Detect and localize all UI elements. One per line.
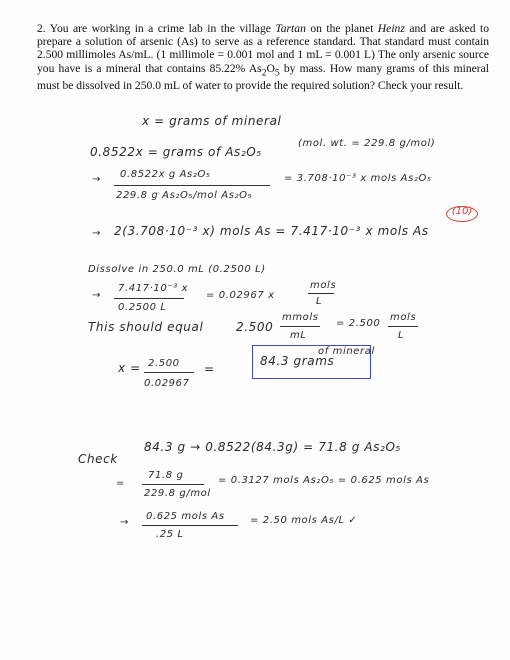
oxygen-symbol: O (266, 61, 275, 75)
concentration-result: = 0.02967 x (206, 290, 275, 301)
circled-mark-text: (10) (451, 206, 473, 217)
dissolve-line: Dissolve in 250.0 mL (0.2500 L) (88, 264, 266, 275)
target-value: 2.500 (236, 320, 274, 334)
arrow-3: → (92, 290, 101, 301)
check-label: Check (78, 452, 118, 466)
planet-name: Heinz (377, 22, 405, 35)
unit-mmols-top: mmols (282, 312, 319, 323)
arrow-4: → (120, 517, 129, 528)
arrow-1: → (92, 174, 101, 185)
x-equals: x = (118, 361, 141, 375)
final-concentration: = 2.50 mols As/L ✓ (250, 515, 358, 526)
concentration-numerator: 7.417·10⁻³ x (118, 283, 189, 294)
check-equals: = (116, 478, 125, 489)
fraction-bar-2 (114, 298, 184, 299)
moles-as-line: 2(3.708·10⁻³ x) mols As = 7.417·10⁻³ x mols As (114, 224, 429, 238)
unit-l-bottom-2: L (398, 330, 405, 341)
problem-text-4: by mass. How many grams of this mineral must be dissolved in 250.0 mL of water to provide the required solution? Check your result. (37, 61, 489, 93)
unit-ml-bottom: mL (290, 330, 307, 341)
fraction-bar-answer (144, 372, 194, 373)
answer-units: of mineral (318, 346, 375, 357)
as2o5-grams-line: 0.8522x = grams of As₂O₅ (90, 145, 262, 159)
molecular-weight-note: (mol. wt. = 229.8 g/mol) (298, 138, 436, 149)
problem-statement (37, 22, 489, 92)
check-line-1: 84.3 g → 0.8522(84.3g) = 71.8 g As₂O₅ (144, 440, 401, 454)
village-name: Tartan (275, 22, 306, 35)
moles-as2o5-result: = 3.708·10⁻³ x mols As₂O₅ (284, 173, 432, 184)
check-numerator: 71.8 g (148, 470, 184, 481)
answer-denominator: 0.02967 (144, 378, 190, 389)
answer-equals: = (204, 362, 215, 376)
concentration-denominator: 0.2500 L (118, 302, 167, 313)
define-x: x = grams of mineral (142, 114, 282, 128)
fraction-bar-unit-1 (308, 293, 334, 294)
fraction-bar-1 (114, 185, 270, 186)
target-equivalent: = 2.500 (336, 318, 381, 329)
moles-as2o5-numerator: 0.8522x g As₂O₅ (120, 169, 211, 180)
should-equal-text: This should equal (88, 320, 204, 334)
fraction-bar-check-2 (142, 525, 238, 526)
problem-number: 2. (37, 22, 46, 35)
problem-text-3: and are asked to prepare a solution of arsenic (As) to serve as a reference standard. That standard must contain 2.500 millimoles As/mL. (1 millimole = 0.001 mol and 1 mL = 0.001 L) The only arsenic source you have is a mineral that contains 85.22% As (37, 22, 489, 75)
subscript-5: 5 (274, 66, 280, 78)
unit-l-bottom: L (316, 296, 323, 307)
fraction-bar-unit-2 (280, 326, 320, 327)
arrow-2: → (92, 228, 101, 239)
boxed-answer: 84.3 grams (260, 354, 335, 368)
circled-mark (446, 206, 478, 222)
final-numerator: 0.625 mols As (146, 511, 225, 522)
subscript-2: 2 (261, 66, 267, 78)
unit-mols-top: mols (310, 280, 337, 291)
unit-mols-top-2: mols (390, 312, 417, 323)
problem-text-2: on the planet (305, 22, 378, 35)
problem-text-1: You are working in a crime lab in the village (45, 22, 276, 35)
check-denominator: 229.8 g/mol (144, 488, 211, 499)
answer-numerator: 2.500 (148, 358, 180, 369)
moles-as2o5-denominator: 229.8 g As₂O₅/mol As₂O₅ (116, 190, 253, 201)
fraction-bar-unit-3 (388, 326, 418, 327)
final-denominator: .25 L (156, 529, 184, 540)
check-line-2-result: = 0.3127 mols As₂O₅ = 0.625 mols As (218, 475, 430, 486)
fraction-bar-check-1 (142, 484, 204, 485)
